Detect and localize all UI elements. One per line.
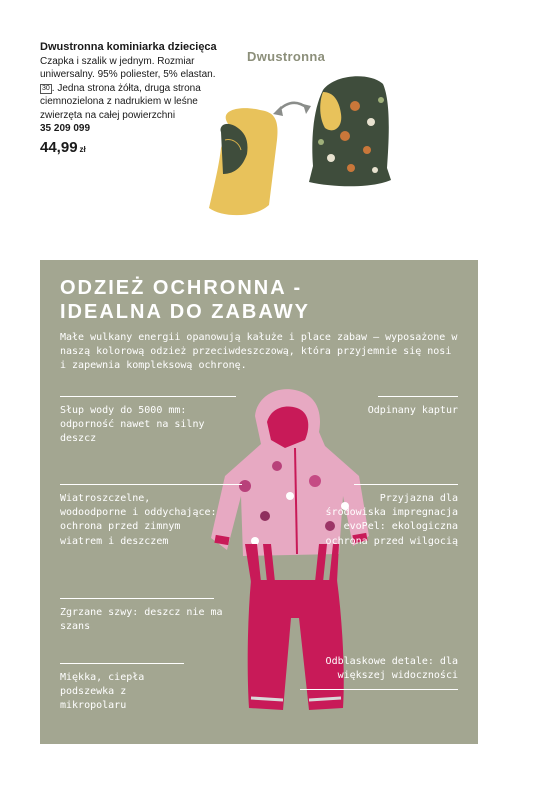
yellow-hood-icon <box>209 108 277 215</box>
green-hood-icon <box>309 76 391 186</box>
balaclava-image <box>195 70 395 225</box>
panel-title <box>60 276 310 324</box>
feature-welded-seams: Zgrzane szwy: deszcz nie ma szans <box>60 598 240 634</box>
panel-title-line1: ODZIEŻ OCHRONNA - <box>60 277 303 299</box>
product-title: Dwustronna kominiarka dziecięca <box>40 41 217 53</box>
feature-evopel: Przyjazna dla środowiska impregnacja evoPel: ekologiczna ochrona przed wilgocią <box>318 484 458 549</box>
wash-30-icon: 30 <box>42 84 50 92</box>
feature-water-column: Słup wody do 5000 mm: odporność nawet na silny deszcz <box>60 396 240 447</box>
price-value: 44,99 <box>40 139 78 157</box>
feature-fleece-lining: Miękka, ciepła podszewka z mikropolaru <box>60 663 170 714</box>
rainwear-panel <box>40 260 478 744</box>
product-desc-part2: . Jedna strona żółta, druga strona ciemnozielona z nadrukiem w leśne zwierzęta na całej powierzchni <box>40 82 201 121</box>
feature-reflective: Odblaskowe detale: dla większej widoczności <box>298 655 458 690</box>
reversible-label: Dwustronna <box>247 49 326 64</box>
product-code: 35 209 099 <box>40 123 91 135</box>
panel-intro: Małe wulkany energii opanowują kałuże i place zabaw – wyposażone w naszą kolorową odzież przeciwdeszczową, która przyjemnie się nosi i zapewnia kompleksową ochronę. <box>60 332 458 371</box>
product-desc-part1: Czapka i szalik w jednym. Rozmiar uniwersalny. 95% poliester, 5% elastan. <box>40 56 216 81</box>
feature-windproof: Wiatroszczelne, wodoodporne i oddychające: ochrona przed zimnym wiatrem i deszczem <box>60 484 218 549</box>
feature-detachable-hood: Odpinany kaptur <box>358 396 458 418</box>
panel-title-line2: IDEALNA DO ZABAWY <box>60 301 310 323</box>
price-currency: zł <box>79 145 86 155</box>
